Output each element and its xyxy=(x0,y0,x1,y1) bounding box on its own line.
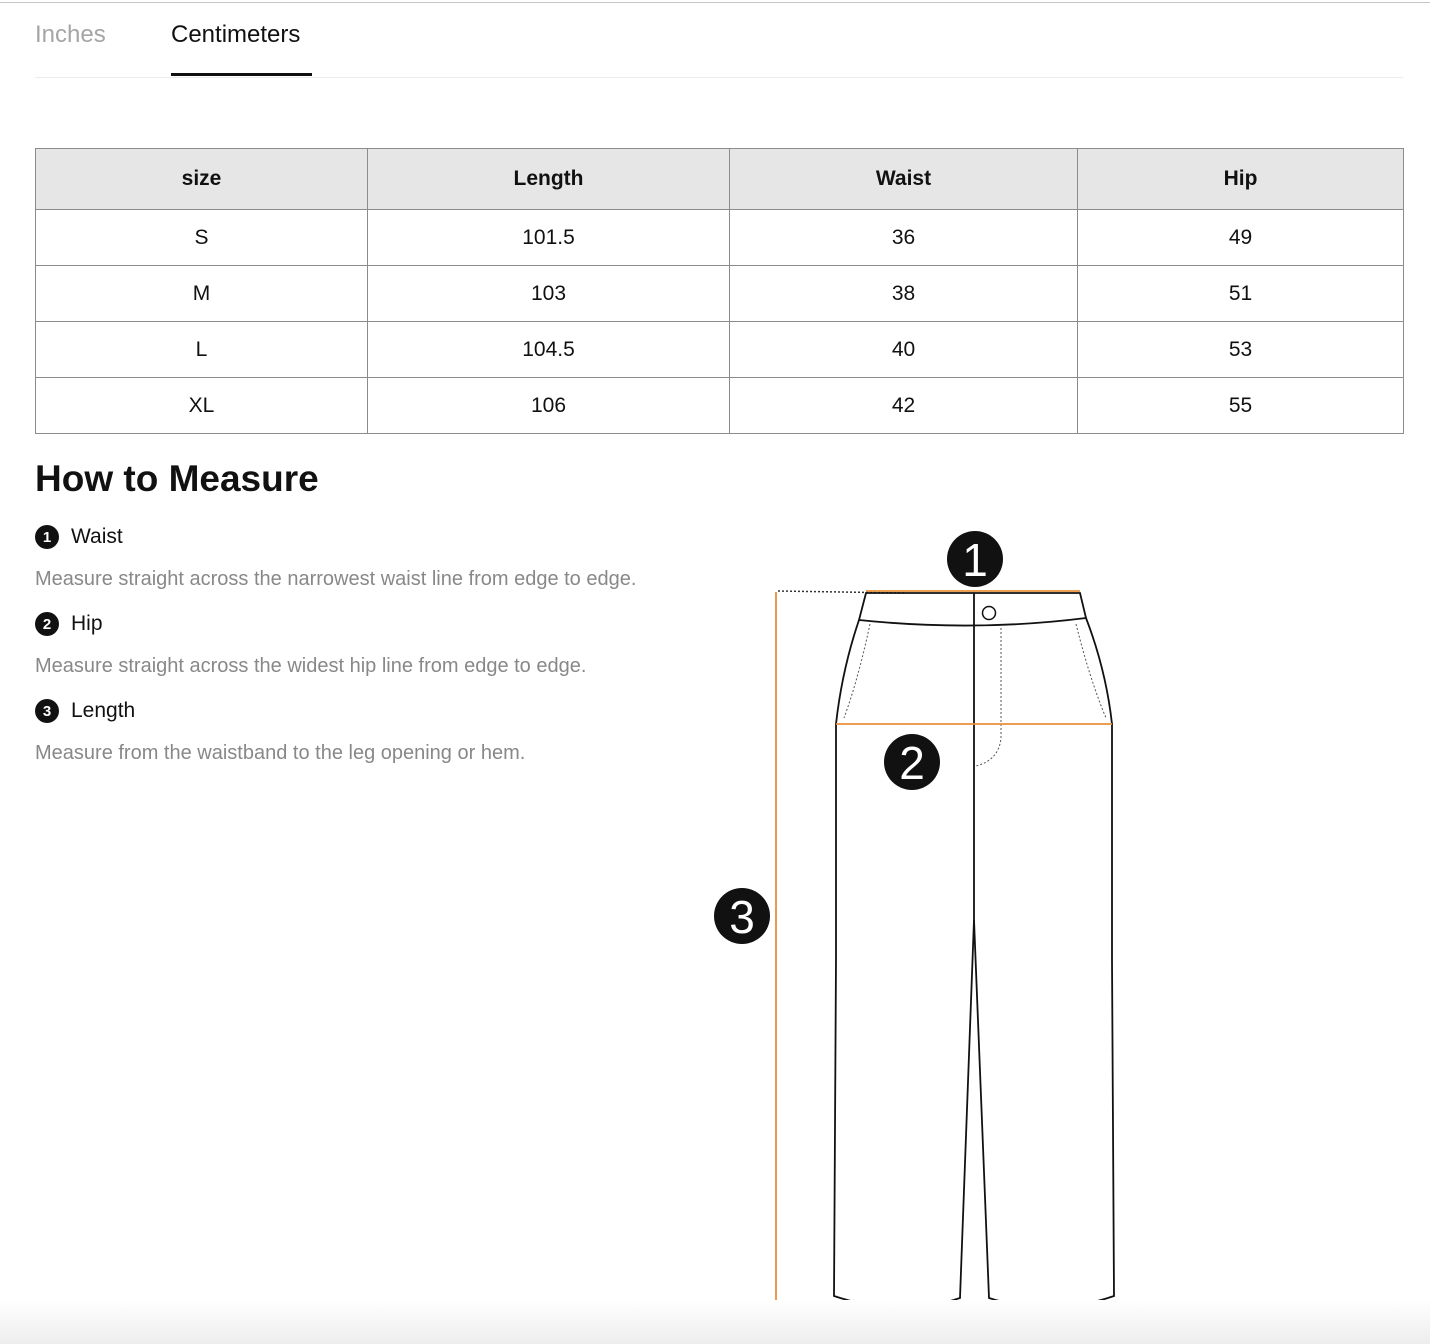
cell-hip: 53 xyxy=(1078,322,1404,378)
cell-waist: 38 xyxy=(730,266,1078,322)
step-label: Waist xyxy=(71,525,123,548)
cell-size: L xyxy=(36,322,368,378)
button-icon xyxy=(983,607,996,620)
cell-size: M xyxy=(36,266,368,322)
callout-1 xyxy=(947,531,1003,587)
measurement-lines xyxy=(776,591,1112,1306)
table-row xyxy=(36,210,1404,266)
callout-2 xyxy=(884,734,940,790)
header-length: Length xyxy=(368,149,730,210)
table-row xyxy=(36,266,1404,322)
cell-length: 101.5 xyxy=(368,210,730,266)
callout-number: 2 xyxy=(899,737,925,789)
table-row xyxy=(36,322,1404,378)
cell-length: 106 xyxy=(368,378,730,434)
active-tab-indicator xyxy=(171,73,312,76)
table-row xyxy=(36,378,1404,434)
step-description: Measure straight across the widest hip line from edge to edge. xyxy=(35,655,587,677)
header-waist: Waist xyxy=(730,149,1078,210)
stitch-details xyxy=(844,624,1106,766)
table-header-row xyxy=(36,149,1404,210)
cell-hip: 49 xyxy=(1078,210,1404,266)
cell-size: XL xyxy=(36,378,368,434)
callout-number: 1 xyxy=(962,534,988,586)
cell-hip: 55 xyxy=(1078,378,1404,434)
step-description: Measure straight across the narrowest waist line from edge to edge. xyxy=(35,568,637,590)
pants-outline xyxy=(834,593,1114,1308)
step-number-badge: 1 xyxy=(35,525,59,549)
step-hip xyxy=(35,611,103,637)
callout-number: 3 xyxy=(729,891,755,943)
step-label: Hip xyxy=(71,612,103,635)
step-waist xyxy=(35,524,123,550)
how-to-measure-title: How to Measure xyxy=(35,458,319,499)
cell-length: 103 xyxy=(368,266,730,322)
header-hip: Hip xyxy=(1078,149,1404,210)
pants-diagram-icon xyxy=(700,520,1140,1320)
header-size: size xyxy=(36,149,368,210)
cell-size: S xyxy=(36,210,368,266)
tab-centimeters[interactable]: Centimeters xyxy=(171,21,301,48)
tab-inches[interactable]: Inches xyxy=(35,21,106,48)
step-number-badge: 2 xyxy=(35,612,59,636)
cell-hip: 51 xyxy=(1078,266,1404,322)
step-number-badge: 3 xyxy=(35,699,59,723)
callout-3 xyxy=(714,888,770,944)
step-label: Length xyxy=(71,699,136,722)
cell-waist: 42 xyxy=(730,378,1078,434)
cell-waist: 40 xyxy=(730,322,1078,378)
cell-waist: 36 xyxy=(730,210,1078,266)
step-description: Measure from the waistband to the leg opening or hem. xyxy=(35,742,526,764)
unit-tabs xyxy=(35,0,1403,78)
size-chart-table xyxy=(35,148,1404,434)
cell-length: 104.5 xyxy=(368,322,730,378)
bottom-fade xyxy=(0,1300,1430,1344)
step-length xyxy=(35,698,135,724)
